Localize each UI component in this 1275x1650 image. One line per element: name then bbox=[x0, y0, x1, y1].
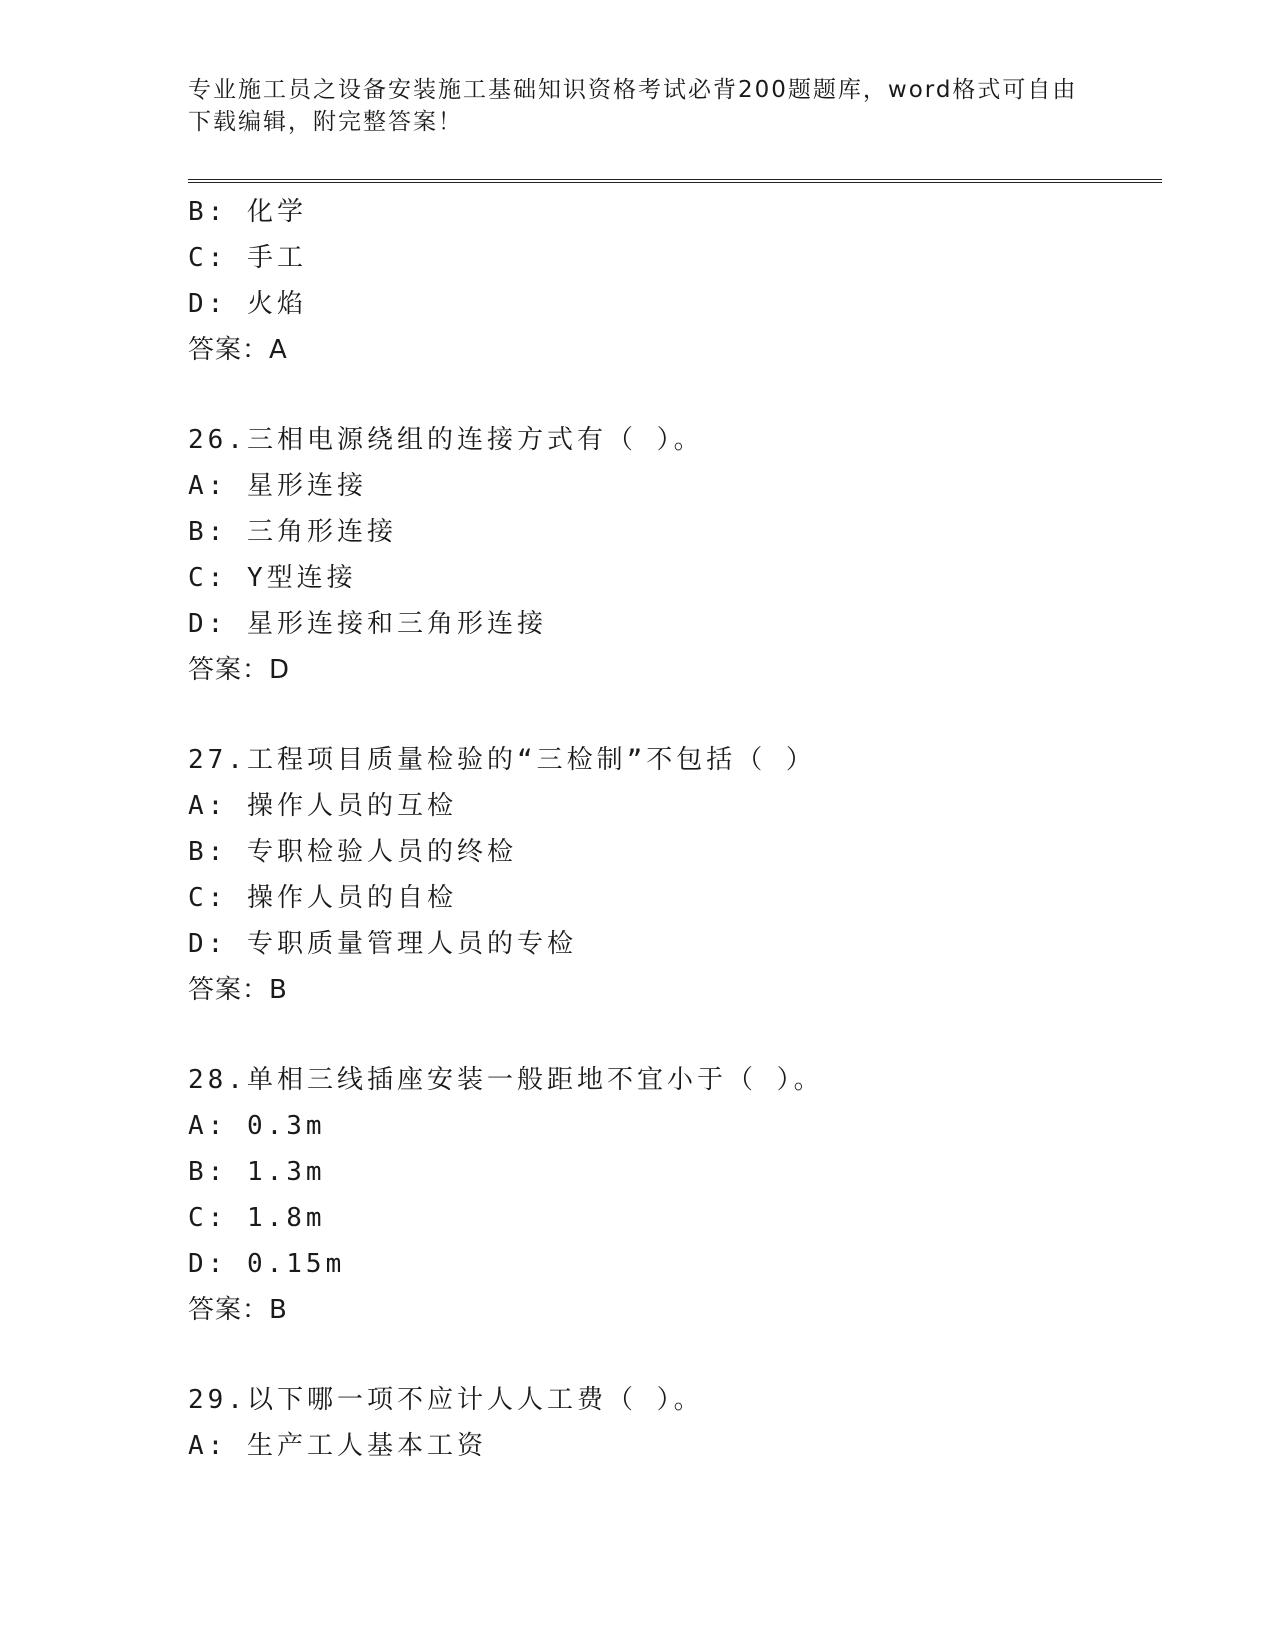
option-c: C: 操作人员的自检 bbox=[188, 883, 457, 913]
option-d: D: 0.15m bbox=[188, 1249, 346, 1279]
answer-line: 答案：B bbox=[188, 1295, 288, 1325]
question-28 bbox=[188, 1057, 1162, 1333]
document-header bbox=[188, 74, 1088, 138]
answer-line: 答案：B bbox=[188, 975, 288, 1005]
question-26 bbox=[188, 417, 1162, 693]
option-c: C: 手工 bbox=[188, 243, 307, 273]
question-29 bbox=[188, 1377, 1162, 1469]
question-stem: 27.工程项目质量检验的“三检制”不包括（ ） bbox=[188, 745, 816, 775]
option-a: A: 生产工人基本工资 bbox=[188, 1431, 487, 1461]
option-d: D: 星形连接和三角形连接 bbox=[188, 609, 547, 639]
header-title-line-2: 下载编辑，附完整答案！ bbox=[188, 109, 463, 135]
answer-line: 答案：A bbox=[188, 335, 288, 365]
header-title-line-1: 专业施工员之设备安装施工基础知识资格考试必背200题题库，word格式可自由 bbox=[188, 77, 1078, 103]
option-a: A: 0.3m bbox=[188, 1111, 326, 1141]
header-divider bbox=[188, 179, 1162, 183]
question-list bbox=[188, 189, 1162, 1469]
answer-line: 答案：D bbox=[188, 655, 291, 685]
question-stem: 28.单相三线插座安装一般距地不宜小于（ ）。 bbox=[188, 1065, 824, 1095]
option-a: A: 操作人员的互检 bbox=[188, 791, 457, 821]
question-stem: 26.三相电源绕组的连接方式有（ ）。 bbox=[188, 425, 704, 455]
question-stem: 29.以下哪一项不应计人人工费（ ）。 bbox=[188, 1385, 704, 1415]
option-a: A: 星形连接 bbox=[188, 471, 367, 501]
option-d: D: 专职质量管理人员的专检 bbox=[188, 929, 577, 959]
option-b: B: 化学 bbox=[188, 197, 307, 227]
option-b: B: 专职检验人员的终检 bbox=[188, 837, 517, 867]
option-d: D: 火焰 bbox=[188, 289, 307, 319]
option-c: C: Y型连接 bbox=[188, 563, 357, 593]
option-b: B: 三角形连接 bbox=[188, 517, 397, 547]
option-c: C: 1.8m bbox=[188, 1203, 326, 1233]
option-b: B: 1.3m bbox=[188, 1157, 326, 1187]
question-27 bbox=[188, 737, 1162, 1013]
carryover-block bbox=[188, 189, 1162, 373]
